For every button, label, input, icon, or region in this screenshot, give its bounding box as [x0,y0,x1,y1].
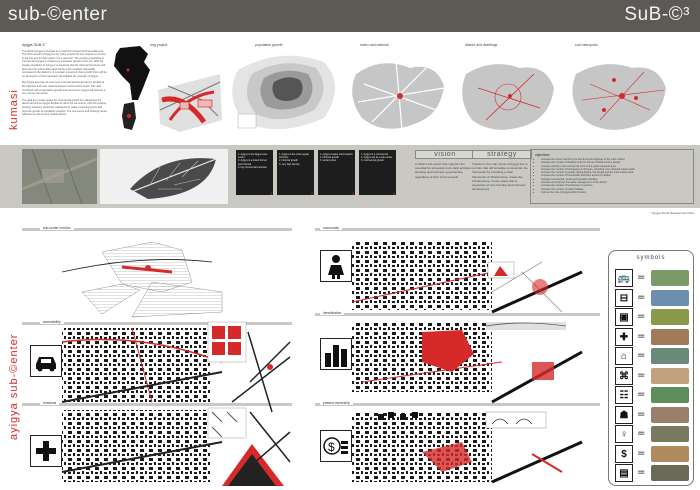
objective-item: • Increase activity in the commercial zone of the public transport area [541,165,689,168]
minibus-icon: ▣ [615,308,633,326]
objective-item: • Increase the number of people visiting Ayigya, the Ayigya and the main market area [541,171,689,174]
symbol-row [615,289,689,307]
ring-project-map [158,74,222,132]
symbol-photo [651,465,689,481]
medical-cross-icon [30,435,62,467]
panel-label: densification [320,311,344,315]
objective-item: • Increase the street road from the Accra-Kumasi highway to the main market [541,158,689,161]
district-dwellings-map [462,64,554,130]
population-growth-map [232,56,335,130]
objective-item: • Increase commercial, social and education facilities [541,178,689,181]
bus-stop-icon: ⊟ [615,289,633,307]
leaf-diagram [100,149,228,204]
equals-sign: = [637,311,646,322]
intro-paragraph: The goal is to create space for commercial growth by redesigning the district around so Ayigya flexible for all of the commerce. Also the existing housing structure should be redesigned to make a housing sector and promote growth of population projects. The commerce and housing center will focus on the current market district. [22,98,107,117]
objective-item: • Increase the number of businesses of all types, providing more informal market stalls [541,168,689,171]
panel-label: phased ownership [320,401,353,405]
classroom-icon: ☷ [615,386,633,404]
water-icon: ☗ [615,406,633,424]
poster-header [0,0,700,32]
symbol-photo [651,348,689,364]
buildings-icon [320,338,352,370]
shop-icon: ▤ [615,464,633,482]
money-icon: $ [615,445,633,463]
equals-sign: = [637,272,646,283]
kumasi-maps-graphic [110,40,700,140]
panel-label: functions [40,401,59,405]
objective-item: • Increase the number of dwelling units for low and middle income people [541,161,689,164]
symbol-photo [651,407,689,423]
symbol-photo [651,426,689,442]
symbol-row [615,347,689,365]
symbol-row [615,425,689,443]
school-icon: ⌘ [615,367,633,385]
side-label-kumasi: kumasi [8,89,20,130]
intro-title: Ayigya 'SUB-©' [22,43,46,47]
symbol-photo [651,329,689,345]
idp-box: 1. Ayigya is the biggest sub-center 2. Ayigya is a mixed formal and informal 3. big commercial potential [236,150,273,195]
medical-cross-icon: ✚ [615,328,633,346]
poster-title: sub-©enter [8,4,108,25]
objectives-footnote: * Ayigya Zonal Development Plan [650,211,695,215]
equals-sign: = [637,291,646,303]
side-label-ayigya: ayigya sub-©enter [8,333,20,440]
intro-paragraph: But Ayigya also has an enormous commercial strength and is located at the highway and main network between Accra and Kumasi. This well combined with a population growth and commerce, Ayigya will become a very strong sub-center. [22,81,106,96]
aerial-photo-graphic [22,149,97,204]
symbols-panel [608,250,694,486]
map-label: main road network [360,43,389,47]
symbol-row [615,308,689,326]
equals-sign: = [637,467,646,478]
community-map [352,240,582,312]
intro-text-block [22,44,107,120]
panel-label: accessibility [40,320,64,324]
objective-item: • Increase the number of public facilities [541,188,689,191]
symbol-row [615,367,689,385]
equals-sign: = [637,330,646,342]
objectives-title: objectives [535,153,550,157]
box-number: 4 [393,191,396,196]
svg-text:$: $ [328,440,335,454]
symbol-photo [651,290,689,306]
ayigya-panels-graphic [22,232,602,486]
map-label: sub metropolis [575,43,598,47]
objective-item: • Improve the role of Ayigya within Kumasi [541,191,689,194]
symbol-row [615,445,689,463]
equals-sign: = [637,447,646,459]
aerial-photo [22,149,97,204]
car-icon [30,345,62,377]
symbol-row [615,328,689,346]
symbol-photo [651,387,689,403]
kumasi-marker [127,114,131,118]
panel-label: sub-center corridor [40,226,74,230]
corridor-site-plan [62,242,222,317]
road-network-map [352,60,444,130]
objective-item: • Increase the number of households that have access to utilities [541,174,689,177]
idp-band [0,145,700,208]
poster-logo-title: SuB-©³ [624,4,690,25]
box-number: 3 [352,191,355,196]
equals-sign: = [637,389,646,400]
idp-box: 1. Ayigya creates road network 2. informal growth 3. social center [318,150,355,195]
equals-sign: = [637,369,646,381]
africa-map [114,46,150,100]
intro-paragraph: The district Ayigya in Kumasi is a mixed formal and informal settlement. The informal part of Ayigya is for many people the only chance to survive in the city and for that reason it is a reservoir. The growing population in Kumasi and Ayigya is creating an excessive growth of the city. With the steady population in Ayigya it is expected that the informal structures will grow and the surrounding land will be more crowded. Especially compared to the district's, to a certain moment in their growth there will be no absorption of informal which will stabilize the strength of Ayigya. [22,49,107,78]
market-icon: ⌂ [615,347,633,365]
map-label: ring project [150,43,168,47]
symbol-row [615,386,689,404]
densification-map [352,322,582,402]
idp-box: 1. Ayigya is the most regular structure 2. informal growth 3. very high density [277,150,314,195]
panel-label: community [320,226,342,230]
symbol-photo [651,368,689,384]
symbol-row [615,464,689,482]
equals-sign: = [637,350,646,361]
ghana-marker [127,69,130,72]
box-number: 1 [270,191,273,196]
objective-item: • Increase the number of businesses to services [541,184,689,187]
leaf-diagram-graphic [100,149,228,204]
symbol-row [615,269,689,287]
ownership-map [352,412,582,482]
map-label: district and dwellings [465,43,498,47]
symbols-title: symbols [636,255,666,261]
idp-box: 1. Ayigya is a commercial 2. Ayigya can be a sub-center 3. commercial growth [359,150,396,195]
objectives-list [535,158,689,194]
sub-metropolis-map [572,64,666,130]
objectives-box [530,149,694,204]
strategy-title: strategy [472,150,532,159]
strategy-text: Transform the main street of Ayigya into a corridor that will stimulate commercial, the framework for providing a clear framework of infrastructure, create the infrastructure, create space that is supportive of new housing and business development. [472,162,528,192]
equals-sign: = [637,408,646,420]
box-number: 2 [311,191,314,196]
symbol-photo [651,270,689,286]
woman-icon [320,250,352,282]
money-icon [320,430,352,462]
functions-map [62,408,290,486]
map-label: population growth [255,43,283,47]
bus-icon: 🚌 [615,269,633,287]
woman-icon: ♀ [615,425,633,443]
accessibility-map [62,322,290,412]
vision-title: vision [415,150,475,159]
equals-sign: = [637,428,646,439]
symbol-photo [651,446,689,462]
objective-item: • Increase and improve the waste management of the district [541,181,689,184]
vision-text: A vibrant sub-center that supports the potential for all people to do daily activities. Housing and business opportunities, regardless of their income levels. [415,162,473,179]
symbol-photo [651,309,689,325]
symbol-row [615,406,689,424]
panel-bar [315,228,600,231]
